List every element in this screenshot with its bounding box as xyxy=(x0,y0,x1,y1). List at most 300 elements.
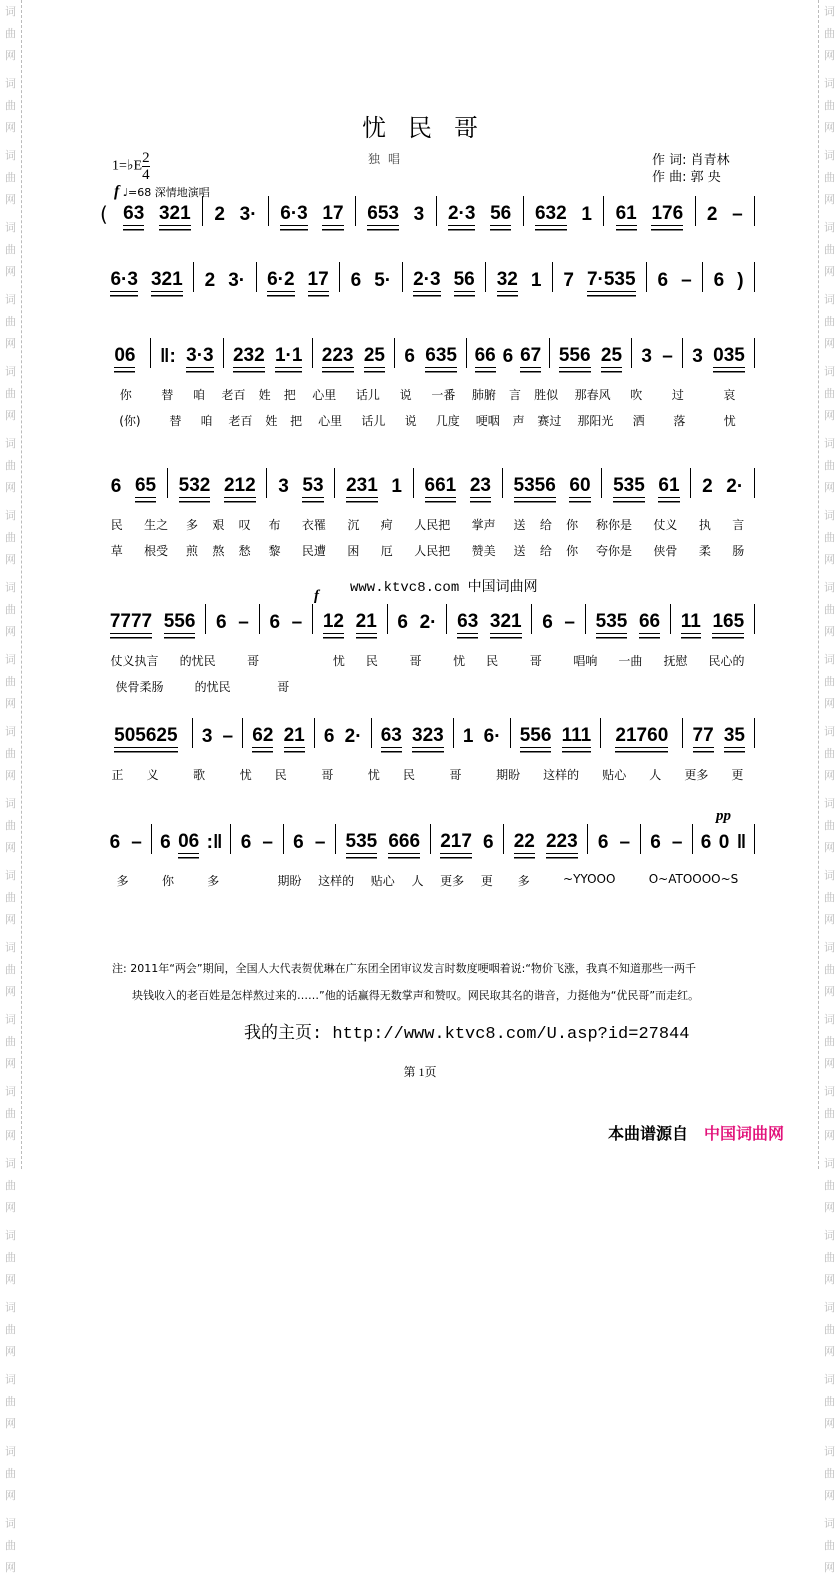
note-group: 212 xyxy=(223,475,256,496)
watermark-char: 词 xyxy=(5,653,16,666)
lyric-word: 肠 xyxy=(732,544,745,558)
lyric-word: 咱 xyxy=(200,414,213,428)
watermark-char: 词 xyxy=(824,221,835,234)
lyric-word: 疴 xyxy=(380,518,393,532)
measure xyxy=(100,262,194,292)
note-group: 5356 xyxy=(513,475,556,496)
lyric-word: 衣罹 xyxy=(301,518,326,532)
lyrics-verse-2 xyxy=(100,412,755,426)
lyric-word: 落 xyxy=(673,414,686,428)
lyric-word: 心里 xyxy=(318,414,343,428)
notes-line xyxy=(100,266,755,292)
note-group: 2· xyxy=(726,476,744,497)
note-group: 63 xyxy=(123,203,145,224)
note-group: 2 xyxy=(702,476,713,497)
note-group: – xyxy=(314,832,326,853)
site-watermark: www.ktvc8.com 中国词曲网 xyxy=(350,580,538,596)
lyric-word: 侠骨 xyxy=(653,544,678,558)
lyric-word: 困 xyxy=(347,544,360,558)
lyric-word: 侠骨柔肠 xyxy=(115,680,164,694)
lyric-cell xyxy=(160,412,222,426)
lyric-cell xyxy=(236,872,269,886)
lyric-word: 多 xyxy=(186,518,199,532)
lyric-word: 吹 xyxy=(630,388,643,402)
note-group: – xyxy=(732,204,743,225)
lyric-cell xyxy=(302,386,389,400)
lyric-word: 过 xyxy=(671,388,684,402)
note-group: 6 xyxy=(350,270,362,291)
lyric-cell xyxy=(465,386,564,400)
lyric-cell xyxy=(170,766,228,780)
watermark-char: 网 xyxy=(824,121,835,134)
watermark-char: 网 xyxy=(5,697,16,710)
note-group: :‖ xyxy=(206,832,223,853)
measure xyxy=(511,718,602,748)
lyric-cell xyxy=(585,516,688,530)
watermark-char: 网 xyxy=(5,1201,16,1214)
watermark-char: 曲 xyxy=(5,747,16,760)
note-group: 25 xyxy=(363,345,385,366)
lyric-word: 哥 xyxy=(529,654,542,668)
lyric-word: O~ATOOOO~S xyxy=(648,872,739,886)
song-title: 忧民哥 xyxy=(362,114,500,142)
measure xyxy=(193,718,243,748)
watermark-char: 网 xyxy=(824,697,835,710)
note-group: ) xyxy=(737,270,744,291)
watermark-char: 曲 xyxy=(5,1035,16,1048)
watermark-char: 词 xyxy=(5,221,16,234)
lyric-word: 多 xyxy=(207,874,220,888)
watermark-char: 网 xyxy=(824,1489,835,1502)
measure xyxy=(414,468,503,498)
score-row xyxy=(100,266,755,292)
note-group: 62 xyxy=(252,725,274,746)
note-group: 21760 xyxy=(615,725,669,746)
note-group: 06 xyxy=(178,831,200,852)
watermark-char: 网 xyxy=(824,1129,835,1142)
watermark-char: 曲 xyxy=(5,99,16,112)
lyric-word: 说 xyxy=(399,388,412,402)
lyric-word: 执 xyxy=(698,518,711,532)
watermark-char: 网 xyxy=(824,337,835,350)
lyric-word: 更多 xyxy=(684,768,709,782)
lyric-word: 胜似 xyxy=(534,388,559,402)
lyric-word: 这样的 xyxy=(543,768,580,782)
lyric-cell xyxy=(652,386,703,400)
score-row xyxy=(100,722,755,780)
measure xyxy=(524,196,605,226)
lyrics-verse-1 xyxy=(100,652,755,666)
watermark-char: 词 xyxy=(824,5,835,18)
measure xyxy=(269,196,356,226)
lyric-word: 洒 xyxy=(632,414,645,428)
watermark-char: 网 xyxy=(5,481,16,494)
watermark-char: 曲 xyxy=(824,99,835,112)
watermark-char: 网 xyxy=(824,553,835,566)
watermark-char: 网 xyxy=(5,625,16,638)
lyric-word: 姓 xyxy=(258,388,271,402)
measure xyxy=(504,824,588,854)
lyric-word: 熬 xyxy=(212,544,225,558)
note-group: 7 xyxy=(563,270,574,291)
watermark-char: 网 xyxy=(824,1273,835,1286)
lyric-word: 贴心 xyxy=(602,768,627,782)
lyric-word: 沉 xyxy=(347,518,360,532)
score-row xyxy=(100,472,755,556)
dynamic-forte: f xyxy=(314,588,319,604)
measure xyxy=(100,604,206,634)
watermark-char: 曲 xyxy=(5,1251,16,1264)
note-group: ‖: xyxy=(160,346,176,367)
watermark-char: 词 xyxy=(824,725,835,738)
watermark-char: 曲 xyxy=(5,531,16,544)
watermark-char: 曲 xyxy=(824,387,835,400)
lyric-word: 抚慰 xyxy=(663,654,688,668)
watermark-char: 曲 xyxy=(5,1323,16,1336)
lyric-cell xyxy=(100,542,179,556)
lyric-cell xyxy=(469,412,567,426)
watermark-char: 曲 xyxy=(5,1395,16,1408)
measure xyxy=(243,718,315,748)
note-group: 6 xyxy=(650,832,661,853)
watermark-char: 曲 xyxy=(824,1107,835,1120)
watermark-char: 网 xyxy=(824,913,835,926)
measure xyxy=(683,338,755,368)
lyric-cell xyxy=(100,652,226,666)
lyrics-verse-1 xyxy=(100,872,755,886)
watermark-char: 网 xyxy=(5,49,16,62)
note-group: 65 xyxy=(134,475,157,496)
measure xyxy=(641,824,693,854)
lyric-word: 仗义执言 xyxy=(110,654,159,668)
note-group: 6· xyxy=(483,726,501,747)
measure xyxy=(168,468,268,498)
measure xyxy=(112,196,203,226)
note-group: 223 xyxy=(545,831,578,852)
lyric-cell xyxy=(673,766,755,780)
lyric-cell xyxy=(443,652,509,666)
lyric-word: 你 xyxy=(566,544,579,558)
measure xyxy=(194,262,256,292)
key-signature xyxy=(112,150,150,183)
measure xyxy=(503,468,603,498)
watermark-char: 曲 xyxy=(824,1179,835,1192)
watermark-char: 曲 xyxy=(5,171,16,184)
lyric-word: 更 xyxy=(731,768,744,782)
note-group: 6 xyxy=(397,612,408,633)
watermark-char: 词 xyxy=(5,77,16,90)
note-group: 532 xyxy=(178,475,211,496)
note-group: – xyxy=(131,832,142,853)
lyric-word: 民 xyxy=(365,654,378,668)
lyric-word: 话儿 xyxy=(361,414,386,428)
notes-line xyxy=(100,828,755,854)
note-group: 6 xyxy=(110,476,122,497)
footnote-line: 注: 2011年“两会”期间，全国人大代表贺优琳在广东团全团审议发言时数度哽咽着说:“物价飞涨，我真不知道那些一两千 xyxy=(112,962,696,975)
lyric-word: 人民把 xyxy=(414,544,451,558)
watermark-char: 词 xyxy=(824,797,835,810)
note-group: 2·3 xyxy=(413,269,441,290)
lyric-word: 称你是 xyxy=(595,518,632,532)
note-group: 7777 xyxy=(109,611,153,632)
watermark-char: 词 xyxy=(824,1013,835,1026)
lyric-word: 替 xyxy=(161,388,174,402)
time-bottom: 4 xyxy=(142,167,150,183)
note-group: 3· xyxy=(228,270,246,291)
lyrics-verse-2 xyxy=(100,678,755,692)
watermark-char: 曲 xyxy=(5,315,16,328)
lyric-word: 声 xyxy=(512,414,525,428)
note-group: 6 xyxy=(216,612,227,633)
lyric-cell xyxy=(427,766,485,780)
lyric-cell xyxy=(506,516,585,530)
dynamic-pianissimo: pp xyxy=(716,808,731,824)
note-group: 77 xyxy=(692,725,714,746)
lyric-cell xyxy=(191,872,236,886)
tempo-value: ♩=68 xyxy=(122,186,152,199)
watermark-char: 网 xyxy=(824,1057,835,1070)
lyric-word: 歌 xyxy=(193,768,206,782)
lyric-word: 忧 xyxy=(239,768,252,782)
lyric-cell xyxy=(485,766,591,780)
lyrics-verse-2 xyxy=(100,542,755,556)
measure xyxy=(388,604,448,634)
lyric-cell xyxy=(100,386,151,400)
composer: 作 曲: 郭 央 xyxy=(652,170,721,185)
lyric-word: 一曲 xyxy=(618,654,643,668)
lyric-cell xyxy=(546,872,632,886)
note-group: – xyxy=(238,612,249,633)
watermark-char: 曲 xyxy=(824,315,835,328)
lyric-cell xyxy=(145,872,190,886)
lyric-word: 忧 xyxy=(453,654,466,668)
note-group: 111 xyxy=(561,725,592,746)
note-group: 6 xyxy=(323,726,335,747)
measure xyxy=(257,262,341,292)
measure xyxy=(486,262,553,292)
lyric-cell xyxy=(395,412,469,426)
watermark-char: 词 xyxy=(824,581,835,594)
lyric-word: 心里 xyxy=(312,388,337,402)
note-group: – xyxy=(662,346,673,367)
notes-line xyxy=(100,608,755,634)
lyric-cell xyxy=(444,678,506,692)
lyric-word: 一番 xyxy=(431,388,456,402)
key-tonic: 1=♭E xyxy=(112,158,143,174)
note-group: 2· xyxy=(419,612,437,633)
watermark-char: 网 xyxy=(824,409,835,422)
lyric-cell xyxy=(179,516,258,530)
lyric-word: 黎 xyxy=(268,544,281,558)
note-group: 6·3 xyxy=(280,203,308,224)
measure xyxy=(588,824,640,854)
lyric-word: 人民把 xyxy=(414,518,451,532)
side-watermark-right xyxy=(818,0,840,1574)
watermark-char: 曲 xyxy=(5,459,16,472)
measure xyxy=(231,824,283,854)
note-group: 556 xyxy=(163,611,196,632)
source-brand[interactable]: 中国词曲网 xyxy=(704,1124,785,1143)
lyric-word: 哥 xyxy=(449,768,462,782)
lyric-cell xyxy=(688,542,755,556)
measure xyxy=(532,604,585,634)
lyric-word: 言 xyxy=(732,518,745,532)
measure xyxy=(586,604,671,634)
measure xyxy=(152,824,231,854)
lyric-cell xyxy=(631,678,693,692)
watermark-char: 网 xyxy=(824,625,835,638)
lyric-word: 肺腑 xyxy=(471,388,496,402)
measure xyxy=(260,604,313,634)
lyric-word: 送 xyxy=(513,544,526,558)
note-group: 66 xyxy=(474,345,496,366)
measure xyxy=(356,196,437,226)
lyric-word: 贴心 xyxy=(370,874,395,888)
measure xyxy=(100,824,152,854)
note-group: 63 xyxy=(380,725,402,746)
lyric-word: 哥 xyxy=(409,654,422,668)
lyric-word: 多 xyxy=(116,874,129,888)
watermark-char: 网 xyxy=(824,49,835,62)
note-group: 3 xyxy=(641,346,652,367)
footnote-line: 块钱收入的老百姓是怎样熬过来的……”他的话赢得无数掌声和赞叹。网民取其名的谐音，力挺他为“优民哥”而走红。 xyxy=(132,989,700,1002)
watermark-char: 网 xyxy=(5,1273,16,1286)
watermark-char: 曲 xyxy=(824,27,835,40)
note-group: 6 xyxy=(240,832,252,853)
note-group: 3 xyxy=(692,346,703,367)
lyric-word: 的忧民 xyxy=(179,654,216,668)
lyric-cell xyxy=(246,678,320,692)
note-group: 6·3 xyxy=(110,269,138,290)
lyric-word: 唱响 xyxy=(573,654,598,668)
note-group: 12 xyxy=(322,611,344,632)
watermark-char: 网 xyxy=(5,1345,16,1358)
lyric-cell xyxy=(215,386,302,400)
lyric-cell xyxy=(585,542,688,556)
note-group: 17 xyxy=(322,203,344,224)
note-group: 3 xyxy=(413,204,425,225)
lyric-word: 把 xyxy=(290,414,303,428)
watermark-char: 词 xyxy=(824,77,835,90)
note-group: 6 xyxy=(597,832,609,853)
watermark-char: 网 xyxy=(5,1561,16,1574)
lyric-cell xyxy=(507,678,569,692)
lyric-cell xyxy=(565,386,652,400)
note-group: 6 xyxy=(109,832,121,853)
watermark-char: 网 xyxy=(5,1129,16,1142)
measure xyxy=(151,338,224,368)
note-group: 56 xyxy=(453,269,475,290)
note-group: 661 xyxy=(424,475,457,496)
watermark-char: 曲 xyxy=(824,531,835,544)
lyric-cell xyxy=(320,678,382,692)
watermark-char: 曲 xyxy=(5,1107,16,1120)
note-group: 21 xyxy=(355,611,377,632)
measure xyxy=(467,338,550,368)
lyricist: 作 词: 肖青林 xyxy=(652,153,730,168)
watermark-char: 网 xyxy=(824,1201,835,1214)
credits xyxy=(652,152,730,186)
lyric-word: 民遭 xyxy=(301,544,326,558)
note-group: 2 xyxy=(706,204,718,225)
lyric-word: 姓 xyxy=(265,414,278,428)
watermark-char: 词 xyxy=(5,941,16,954)
watermark-char: 曲 xyxy=(5,1179,16,1192)
note-group: 321 xyxy=(489,611,522,632)
lyric-cell xyxy=(337,542,404,556)
measure xyxy=(313,604,388,634)
note-group: 556 xyxy=(558,345,591,366)
lyric-word: 替 xyxy=(169,414,182,428)
lyric-cell xyxy=(100,678,246,692)
note-group: – xyxy=(262,832,273,853)
notes-line xyxy=(100,342,755,368)
watermark-char: 网 xyxy=(5,985,16,998)
measure xyxy=(100,468,168,498)
note-group: 3 xyxy=(201,726,213,747)
lyric-cell xyxy=(591,766,673,780)
note-group: 17 xyxy=(307,269,329,290)
watermark-char: 网 xyxy=(5,841,16,854)
watermark-char: 曲 xyxy=(824,1035,835,1048)
watermark-char: 曲 xyxy=(824,891,835,904)
watermark-char: 词 xyxy=(824,365,835,378)
measure xyxy=(691,468,755,498)
watermark-char: 曲 xyxy=(5,1539,16,1552)
watermark-char: 曲 xyxy=(824,1467,835,1480)
lyric-word: 民 xyxy=(402,768,415,782)
lyric-word: 这样的 xyxy=(318,874,355,888)
note-group: 6 xyxy=(404,346,415,367)
lyric-cell xyxy=(258,516,337,530)
note-group: – xyxy=(671,832,683,853)
lyric-word: 民 xyxy=(274,768,287,782)
lyric-word: 期盼 xyxy=(277,874,302,888)
lyric-word: 掌声 xyxy=(471,518,496,532)
lyric-cell xyxy=(632,872,755,886)
watermark-char: 网 xyxy=(5,265,16,278)
lyric-word: 义 xyxy=(146,768,159,782)
lyric-word: 期盼 xyxy=(496,768,521,782)
lyric-word: 给 xyxy=(539,544,552,558)
watermark-char: 词 xyxy=(5,1373,16,1386)
note-group: ‖ xyxy=(736,832,747,853)
watermark-char: 网 xyxy=(824,841,835,854)
note-group: 1 xyxy=(391,476,402,497)
lyric-cell xyxy=(228,766,298,780)
lyric-word: 你 xyxy=(566,518,579,532)
lyric-word: 咱 xyxy=(193,388,206,402)
source-label: 本曲谱源自 xyxy=(608,1124,689,1143)
watermark-char: 网 xyxy=(824,481,835,494)
note-group: 556 xyxy=(519,725,552,746)
source-footer xyxy=(608,1121,784,1144)
lyric-cell xyxy=(509,652,563,666)
lyric-word: 说 xyxy=(404,414,417,428)
watermark-char: 词 xyxy=(5,581,16,594)
measure xyxy=(315,718,372,748)
lyric-cell xyxy=(390,386,465,400)
note-group: 535 xyxy=(345,831,378,852)
note-group: 321 xyxy=(150,269,183,290)
note-group: 1 xyxy=(530,270,542,291)
note-group: 535 xyxy=(613,475,645,496)
homepage-link[interactable]: 我的主页: http://www.ktvc8.com/U.asp?id=27844 xyxy=(244,1025,690,1044)
lyric-cell xyxy=(222,412,308,426)
watermark-char: 网 xyxy=(824,1561,835,1574)
measure xyxy=(632,338,683,368)
time-top: 2 xyxy=(142,150,150,166)
